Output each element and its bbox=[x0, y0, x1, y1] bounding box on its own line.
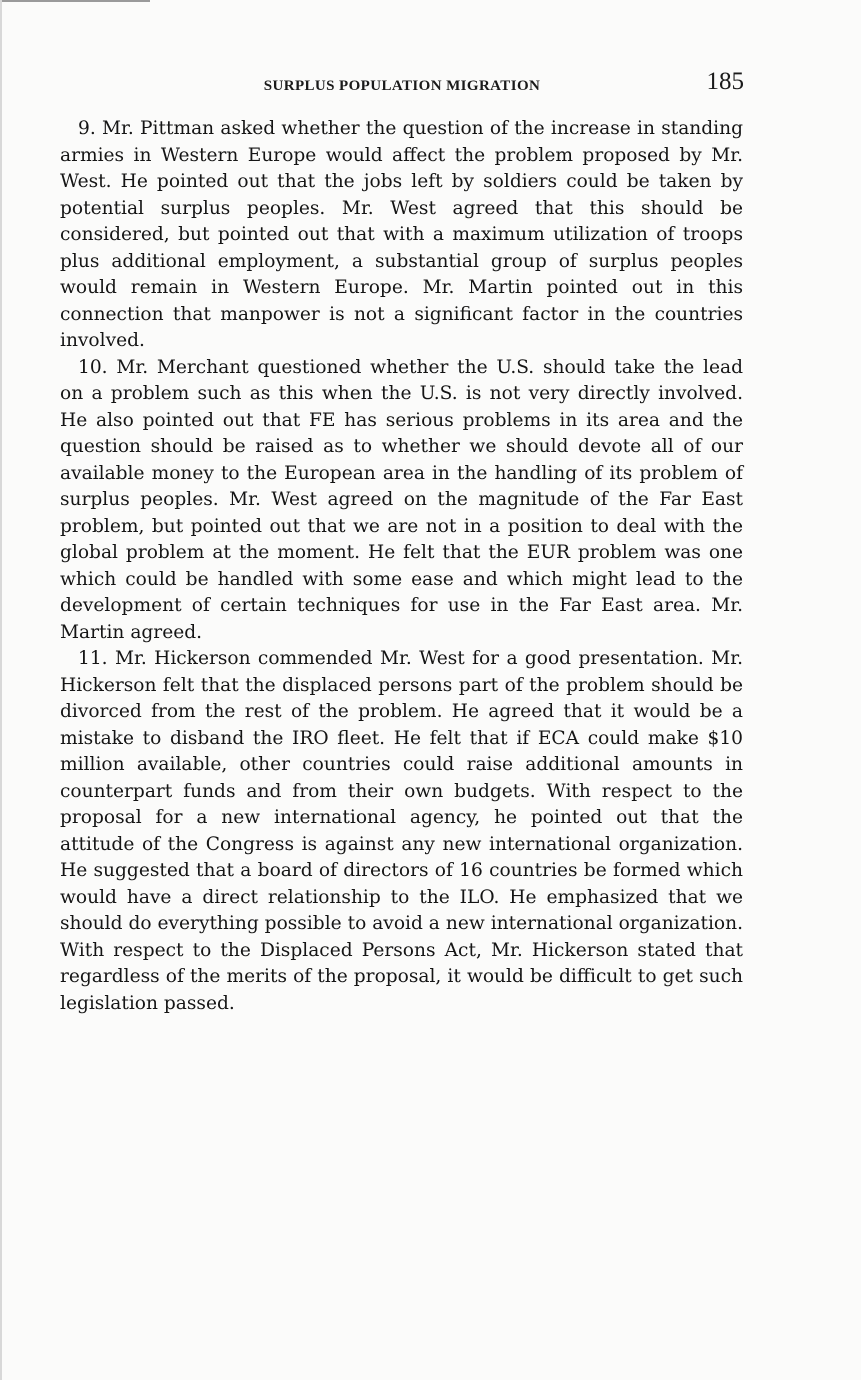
page-number: 185 bbox=[706, 68, 744, 95]
running-title: SURPLUS POPULATION MIGRATION bbox=[263, 78, 541, 94]
paragraph-9: 9. Mr. Pittman asked whether the question of the increase in standing armies in Western Europe would affect the problem proposed by Mr. West. He pointed out that the jobs left by soldiers could be taken by potential surplus peoples. Mr. West agreed that this should be considered, but pointed out that with a maximum utilization of troops plus additional employment, a substantial group of surplus peoples would remain in Western Europe. Mr. Martin pointed out in this connection that manpower is not a significant factor in the countries involved. bbox=[60, 118, 743, 351]
page-header bbox=[60, 66, 744, 98]
top-rule bbox=[2, 0, 150, 2]
paragraph-10: 10. Mr. Merchant questioned whether the U.S. should take the lead on a problem such as this when the U.S. is not very directly involved. He also pointed out that FE has serious problems in its area and the question should be raised as to whether we should devote all of our available money to the European area in the handling of its problem of surplus peoples. Mr. West agreed on the magnitude of the Far East problem, but pointed out that we are not in a position to deal with the global problem at the moment. He felt that the EUR problem was one which could be handled with some ease and which might lead to the development of certain techniques for use in the Far East area. Mr. Martin agreed. bbox=[60, 356, 743, 643]
body-text bbox=[60, 116, 743, 1017]
paragraph-11: 11. Mr. Hickerson commended Mr. West for a good presentation. Mr. Hickerson felt that the displaced persons part of the problem should be divorced from the rest of the problem. He agreed that it would be a mistake to disband the IRO fleet. He felt that if ECA could make $10 million available, other countries could raise additional amounts in counterpart funds and from their own budgets. With respect to the proposal for a new international agency, he pointed out that the attitude of the Congress is against any new international organization. He suggested that a board of directors of 16 countries be formed which would have a direct relationship to the ILO. He emphasized that we should do everything possible to avoid a new international organization. With respect to the Displaced Persons Act, Mr. Hickerson stated that regardless of the merits of the proposal, it would be difficult to get such legislation passed. bbox=[60, 648, 743, 1014]
